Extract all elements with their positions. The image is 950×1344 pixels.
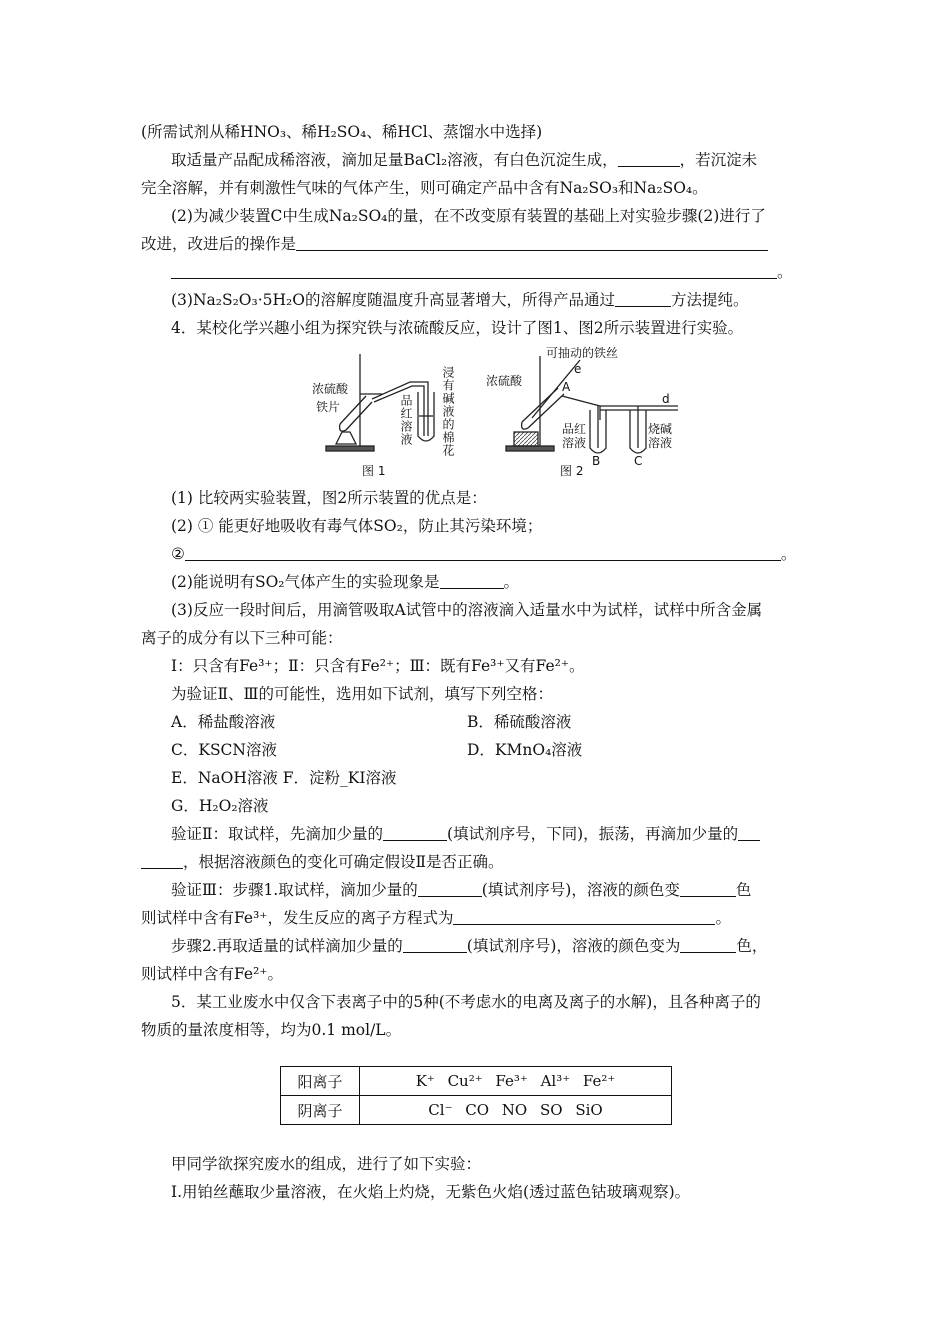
figure-caption: 图 2 [560,464,584,478]
text-line: 为验证Ⅱ、Ⅲ的可能性，选用如下试剂，填写下列空格： [171,685,553,703]
fill-blank[interactable] [453,910,715,925]
figure-label: C [634,454,643,468]
text-line: 取适量产品配成稀溶液，滴加足量BaCl₂溶液，有白色沉淀生成， ，若沉淀未 [171,151,758,169]
fill-blank[interactable] [618,152,680,167]
text-line: 改进，改进后的操作是 [141,234,768,254]
text-line: Ⅰ：只含有Fe³⁺；Ⅱ：只含有Fe²⁺；Ⅲ：既有Fe³⁺又有Fe²⁺。 [171,657,585,675]
option-e-f: E．NaOH溶液 F．淀粉_KI溶液 [171,769,397,787]
fill-blank[interactable] [383,826,447,841]
text-line: 验证Ⅲ：步骤1.取试样，滴加少量的 (填试剂序号)，溶液的颜色变 色 [171,881,752,899]
option-b: B．稀硫酸溶液 [467,713,572,731]
figure-label: 烧碱溶液 [648,422,673,450]
text-line: 甲同学欲探究废水的组成，进行了如下实验： [171,1155,482,1173]
text-line: 4．某校化学兴趣小组为探究铁与浓硫酸反应，设计了图1、图2所示装置进行实验。 [171,319,744,337]
fill-blank[interactable] [171,264,777,279]
figure-label: A [562,380,571,394]
apparatus-drawing [300,344,680,479]
apparatus-figures [300,344,680,479]
fill-blank[interactable] [403,938,467,953]
text-line: (3)Na₂S₂O₃·5H₂O的溶解度随温度升高显著增大，所得产品通过 方法提纯。 [171,291,749,309]
figure-label: 浓硫酸 [312,382,349,396]
text-line: (2)能说明有SO₂气体产生的实验现象是 。 [171,573,520,591]
fill-blank[interactable] [738,826,760,841]
text-line: Ⅰ.用铂丝蘸取少量溶液，在火焰上灼烧，无紫色火焰(透过蓝色钴玻璃观察)。 [171,1183,691,1201]
figure-label: 浸有碱液的棉花 [441,366,455,457]
ion-table [280,1066,672,1125]
fill-blank[interactable] [185,546,781,561]
text-line: 则试样中含有Fe²⁺。 [141,965,283,983]
text-line: ，根据溶液颜色的变化可确定假设Ⅱ是否正确。 [141,852,504,872]
text-line: 验证Ⅱ：取试样，先滴加少量的 (填试剂序号，下同)，振荡，再滴加少量的 [171,824,760,844]
text-line: (3)反应一段时间后，用滴管吸取A试管中的溶液滴入适量水中为试样，试样中所含金属 [171,601,763,619]
figure-label: e [574,362,582,376]
figure-label: 品红溶液 [399,394,413,446]
fill-blank[interactable] [440,574,504,589]
fill-blank[interactable] [296,236,768,251]
text-line: (1) 比较两实验装置，图2所示装置的优点是： [171,489,487,507]
text-line: 。 [171,262,793,282]
text-line: 5．某工业废水中仅含下表离子中的5种(不考虑水的电离及离子的水解)，且各种离子的 [171,993,761,1011]
fill-blank[interactable] [141,854,183,869]
text-line: 物质的量浓度相等，均为0.1 mol/L。 [141,1021,402,1039]
table-cell: K⁺ Cu²⁺ Fe³⁺ Al³⁺ Fe²⁺ [360,1067,672,1096]
fill-blank[interactable] [680,882,736,897]
text-line: (2)为减少装置C中生成Na₂SO₄的量，在不改变原有装置的基础上对实验步骤(2)进行了 [171,207,766,225]
text-line: (2) ① 能更好地吸收有毒气体SO₂，防止其污染环境； [171,517,543,535]
figure-label: 浓硫酸 [486,374,523,388]
text-line: ② 。 [171,545,797,563]
option-c: C．KSCN溶液 [171,741,277,759]
table-cell: Cl⁻ CO NO SO SiO [360,1096,672,1125]
table-header-cell: 阳离子 [281,1067,360,1096]
text-line: 步骤2.再取适量的试样滴加少量的 (填试剂序号)，溶液的颜色变为 色， [171,937,768,955]
option-g: G．H₂O₂溶液 [171,797,269,815]
fill-blank[interactable] [418,882,482,897]
option-d: D．KMnO₄溶液 [467,741,583,759]
figure-label: d [662,392,670,406]
figure-label: B [592,454,601,468]
text-line: (所需试剂从稀HNO₃、稀H₂SO₄、稀HCl、蒸馏水中选择) [141,123,543,141]
option-a: A．稀盐酸溶液 [171,713,276,731]
figure-label: 可抽动的铁丝 [546,346,619,360]
table-row [281,1067,672,1096]
fill-blank[interactable] [680,938,736,953]
table-row [281,1096,672,1125]
fill-blank[interactable] [615,292,671,307]
table-header-cell: 阴离子 [281,1096,360,1125]
figure-label: 铁片 [316,400,341,414]
text-line: 则试样中含有Fe³⁺，发生反应的离子方程式为 。 [141,909,731,927]
figure-caption: 图 1 [362,464,386,478]
text-line: 离子的成分有以下三种可能： [141,629,343,647]
figure-label: 品红溶液 [562,422,587,450]
text-line: 完全溶解，并有刺激性气味的气体产生，则可确定产品中含有Na₂SO₃和Na₂SO₄。 [141,179,708,197]
